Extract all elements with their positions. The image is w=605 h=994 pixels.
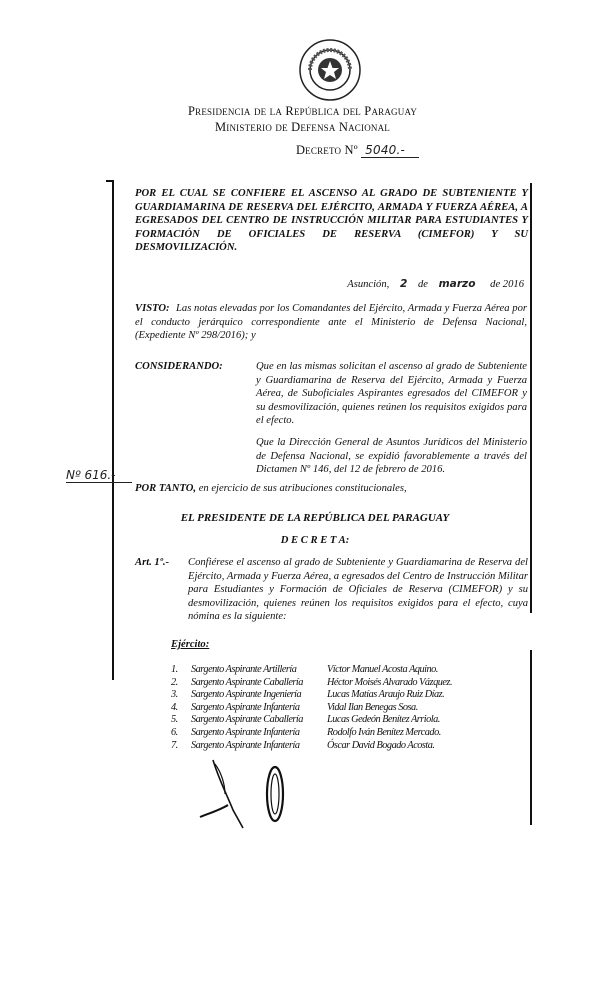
item-rank: Sargento Aspirante Infantería	[191, 739, 300, 751]
left-bar-cap	[106, 180, 114, 182]
item-number: 2.	[171, 676, 178, 688]
item-name: Rodolfo Iván Benítez Mercado.	[327, 726, 441, 738]
list-item	[171, 702, 452, 715]
item-name: Héctor Moisés Alvarado Vázquez.	[327, 676, 453, 688]
margin-note: Nº 616.-	[66, 468, 132, 483]
item-name: Lucas Gedeón Benítez Arriola.	[327, 714, 440, 726]
right-margin-bar-lower	[530, 650, 532, 825]
item-name: Lucas Matías Araujo Ruiz Díaz.	[327, 689, 445, 701]
date-prefix: Asunción,	[347, 279, 390, 290]
item-rank: Sargento Aspirante Caballería	[191, 714, 303, 726]
decree-number	[55, 143, 605, 158]
national-seal-icon	[298, 38, 362, 102]
item-rank: Sargento Aspirante Infantería	[191, 701, 300, 713]
considerando-p2: Que la Dirección General de Asuntos Jurídicos del Ministerio de Defensa Nacional, se expidió favorablemente a través del Dictamen Nº 146, del 12 de febrero de 2016.	[256, 437, 527, 476]
item-name: Vidal Ilan Benegas Sosa.	[327, 701, 418, 713]
date-line	[300, 278, 524, 292]
list-item	[171, 664, 452, 677]
item-number: 3.	[171, 689, 178, 701]
date-day: 2	[399, 278, 408, 290]
date-year: de 2016	[490, 279, 524, 290]
considerando-p1: Que en las mismas solicitan el ascenso al grado de Subteniente y Guardiamarina de Reserva del Ejército, Armada y Fuerza Aérea, de Suboficiales Aspirantes egresados del CIMEFOR y su desmovilización, quienes reúnen los requisitos exigidos para el efecto.	[256, 361, 527, 427]
decreta-heading: D E C R E T A:	[280, 535, 350, 546]
ejercito-heading: Ejército:	[171, 639, 210, 650]
ministry-heading: Ministerio de Defensa Nacional	[214, 120, 391, 134]
por-tanto	[135, 482, 407, 496]
president-heading: EL PRESIDENTE DE LA REPÚBLICA DEL PARAGUAY	[180, 512, 450, 524]
signature-initials	[195, 750, 295, 850]
item-rank: Sargento Aspirante Ingeniería	[191, 689, 302, 701]
item-number: 6.	[171, 726, 178, 738]
list-item	[171, 689, 452, 702]
decree-number-value: 5040.-	[361, 143, 419, 158]
right-margin-bar	[530, 183, 532, 613]
list-item	[171, 714, 452, 727]
article-1-text: Confiérese el ascenso al grado de Subteniente y Guardiamarina de Reserva del Ejército, Armada y Fuerza Aérea, a egresados del Centro de Instrucción Militar para Estudiantes y Formación de Oficiales de Reserva (CIMEFOR) y su desmovilización, quienes reúnen los requisitos exigidos para el efecto, cuya nómina es la siguiente:	[188, 557, 528, 623]
item-rank: Sargento Aspirante Caballería	[191, 676, 303, 688]
item-number: 1.	[171, 664, 178, 675]
visto-text: Las notas elevadas por los Comandantes del Ejército, Armada y Fuerza Aérea por el conducto jerárquico correspondiente ante el Ministerio de Defensa Nacional, (Expediente Nº 298/2016); y	[135, 303, 527, 342]
list-item	[171, 677, 452, 690]
list-item	[171, 727, 452, 740]
decree-title: POR EL CUAL SE CONFIERE EL ASCENSO AL GRADO DE SUBTENIENTE Y GUARDIAMARINA DE RESERVA DEL EJÉRCITO, ARMADA Y FUERZA AÉREA, A EGRESADOS DEL CENTRO DE INSTRUCCIÓN MILITAR PARA ESTUDIANTES Y FORMACIÓN DE OFICIALES DE RESERVA (CIMEFOR) Y SU DESMOVILIZACIÓN.	[135, 188, 528, 254]
article-1-label: Art. 1º.-	[135, 557, 170, 568]
presidency-heading: Presidencia de la República del Paraguay	[187, 104, 418, 118]
considerando-label: CONSIDERANDO:	[135, 361, 223, 372]
por-tanto-text: en ejercicio de sus atribuciones constitucionales,	[198, 483, 407, 494]
date-month: marzo	[438, 278, 476, 290]
item-name: Víctor Manuel Acosta Aquino.	[327, 664, 438, 675]
visto-label: VISTO:	[135, 303, 170, 314]
decree-label: Decreto Nº	[295, 143, 358, 157]
item-number: 7.	[171, 739, 178, 751]
date-de: de	[417, 279, 428, 290]
por-tanto-label: POR TANTO,	[135, 483, 197, 494]
item-rank: Sargento Aspirante Artillería	[191, 664, 297, 675]
item-name: Óscar David Bogado Acosta.	[327, 739, 435, 751]
item-number: 5.	[171, 714, 178, 726]
left-margin-bar	[112, 180, 114, 680]
ejercito-list	[171, 664, 452, 752]
item-number: 4.	[171, 701, 178, 713]
item-rank: Sargento Aspirante Infantería	[191, 726, 300, 738]
